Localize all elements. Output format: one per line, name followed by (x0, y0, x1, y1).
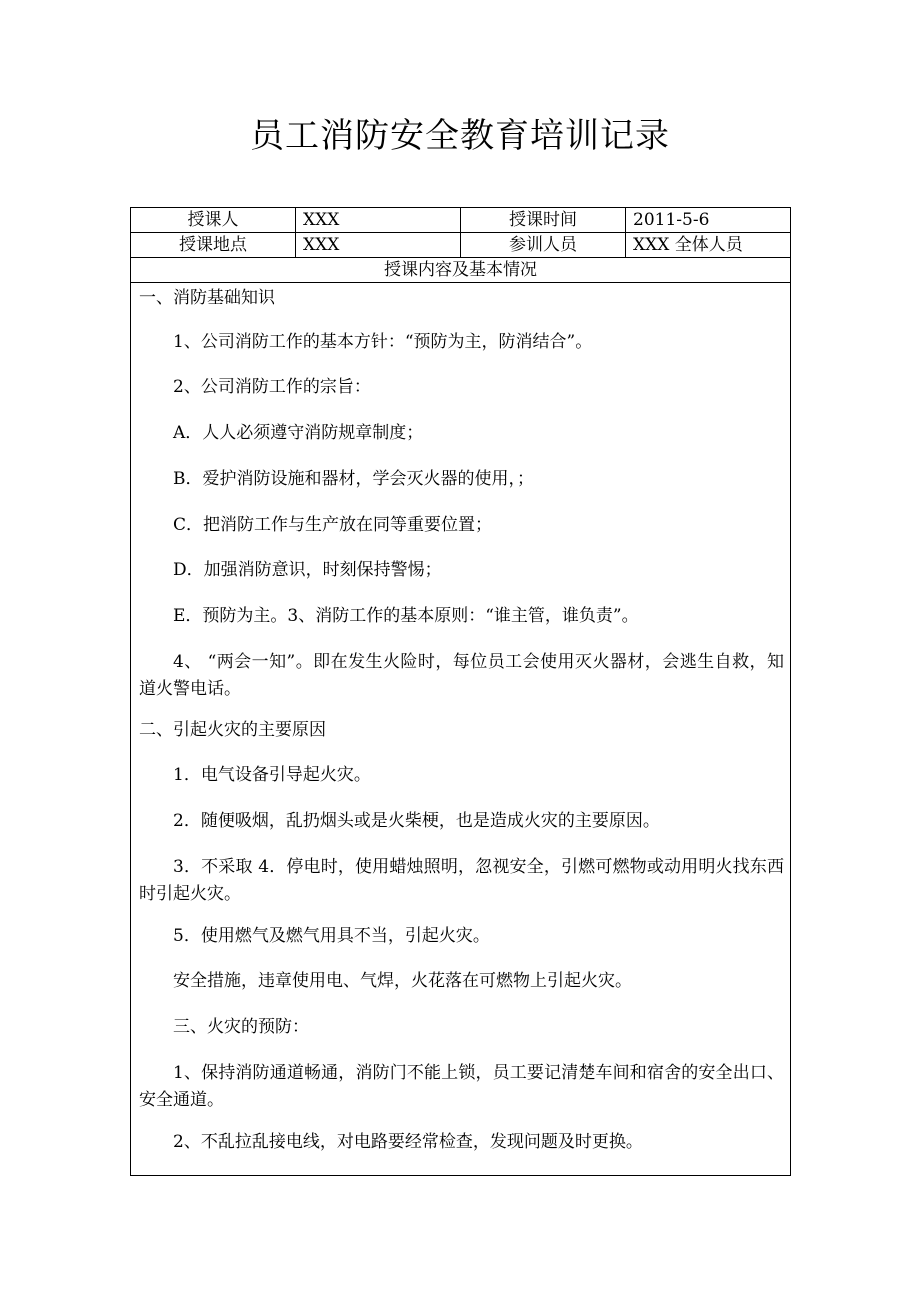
content-body (131, 283, 790, 1175)
item-a: A．人人必须遵守消防规章制度； (173, 423, 424, 443)
prevention-2: 2、不乱拉乱接电线，对电路要经常检查，发现问题及时更换。 (173, 1132, 643, 1152)
attendees-value: XXX 全体人员 (626, 233, 791, 258)
item-b: B．爱护消防设施和器材，学会灭火器的使用，； (173, 469, 534, 489)
location-value: XXX (296, 233, 461, 258)
safety-measures: 安全措施，违章使用电、气焊，火花落在可燃物上引起火灾。 (173, 971, 632, 991)
paragraph-policy: 1、公司消防工作的基本方针：“预防为主，防消结合”。 (173, 332, 593, 352)
training-record-table (130, 207, 791, 1176)
document-title: 员工消防安全教育培训记录 (250, 116, 670, 156)
cause-5: 5．使用燃气及燃气用具不当，引起火灾。 (173, 926, 490, 946)
paragraph-purpose: 2、公司消防工作的宗旨： (173, 377, 371, 397)
section-header: 授课内容及基本情况 (131, 258, 791, 283)
cause-2: 2．随便吸烟，乱扔烟头或是火柴梗，也是造成火灾的主要原因。 (173, 811, 660, 831)
content-cell (131, 283, 791, 1176)
location-label: 授课地点 (131, 233, 296, 258)
instructor-value: XXX (296, 208, 461, 233)
content-row (131, 283, 791, 1176)
section-header-row (131, 258, 791, 283)
prevention-1: 1、保持消防通道畅通，消防门不能上锁，员工要记清楚车间和宿舍的安全出口、安全通道。 (139, 1063, 784, 1110)
time-value: 2011-5-6 (626, 208, 791, 233)
instructor-label: 授课人 (131, 208, 296, 233)
item-c: C．把消防工作与生产放在同等重要位置； (173, 515, 493, 535)
attendees-label: 参训人员 (461, 233, 626, 258)
info-row-1 (131, 208, 791, 233)
heading-fire-causes: 二、引起火灾的主要原因 (139, 720, 326, 740)
cause-1: 1．电气设备引导起火灾。 (173, 765, 371, 785)
item-d: D．加强消防意识，时刻保持警惕； (173, 560, 442, 580)
heading-fire-prevention: 三、火灾的预防： (173, 1017, 309, 1037)
item-e: E．预防为主。3、消防工作的基本原则：“谁主管，谁负责”。 (173, 606, 639, 626)
time-label: 授课时间 (461, 208, 626, 233)
info-row-2 (131, 233, 791, 258)
cause-3-4: 3．不采取 4．停电时，使用蜡烛照明，忽视安全，引燃可燃物或动用明火找东西时引起火灾。 (139, 857, 784, 904)
heading-fire-basics: 一、消防基础知识 (139, 288, 275, 308)
paragraph-two-skills: 4、 “两会一知”。即在发生火险时，每位员工会使用灭火器材，会逃生自救，知道火警电话。 (139, 652, 784, 699)
